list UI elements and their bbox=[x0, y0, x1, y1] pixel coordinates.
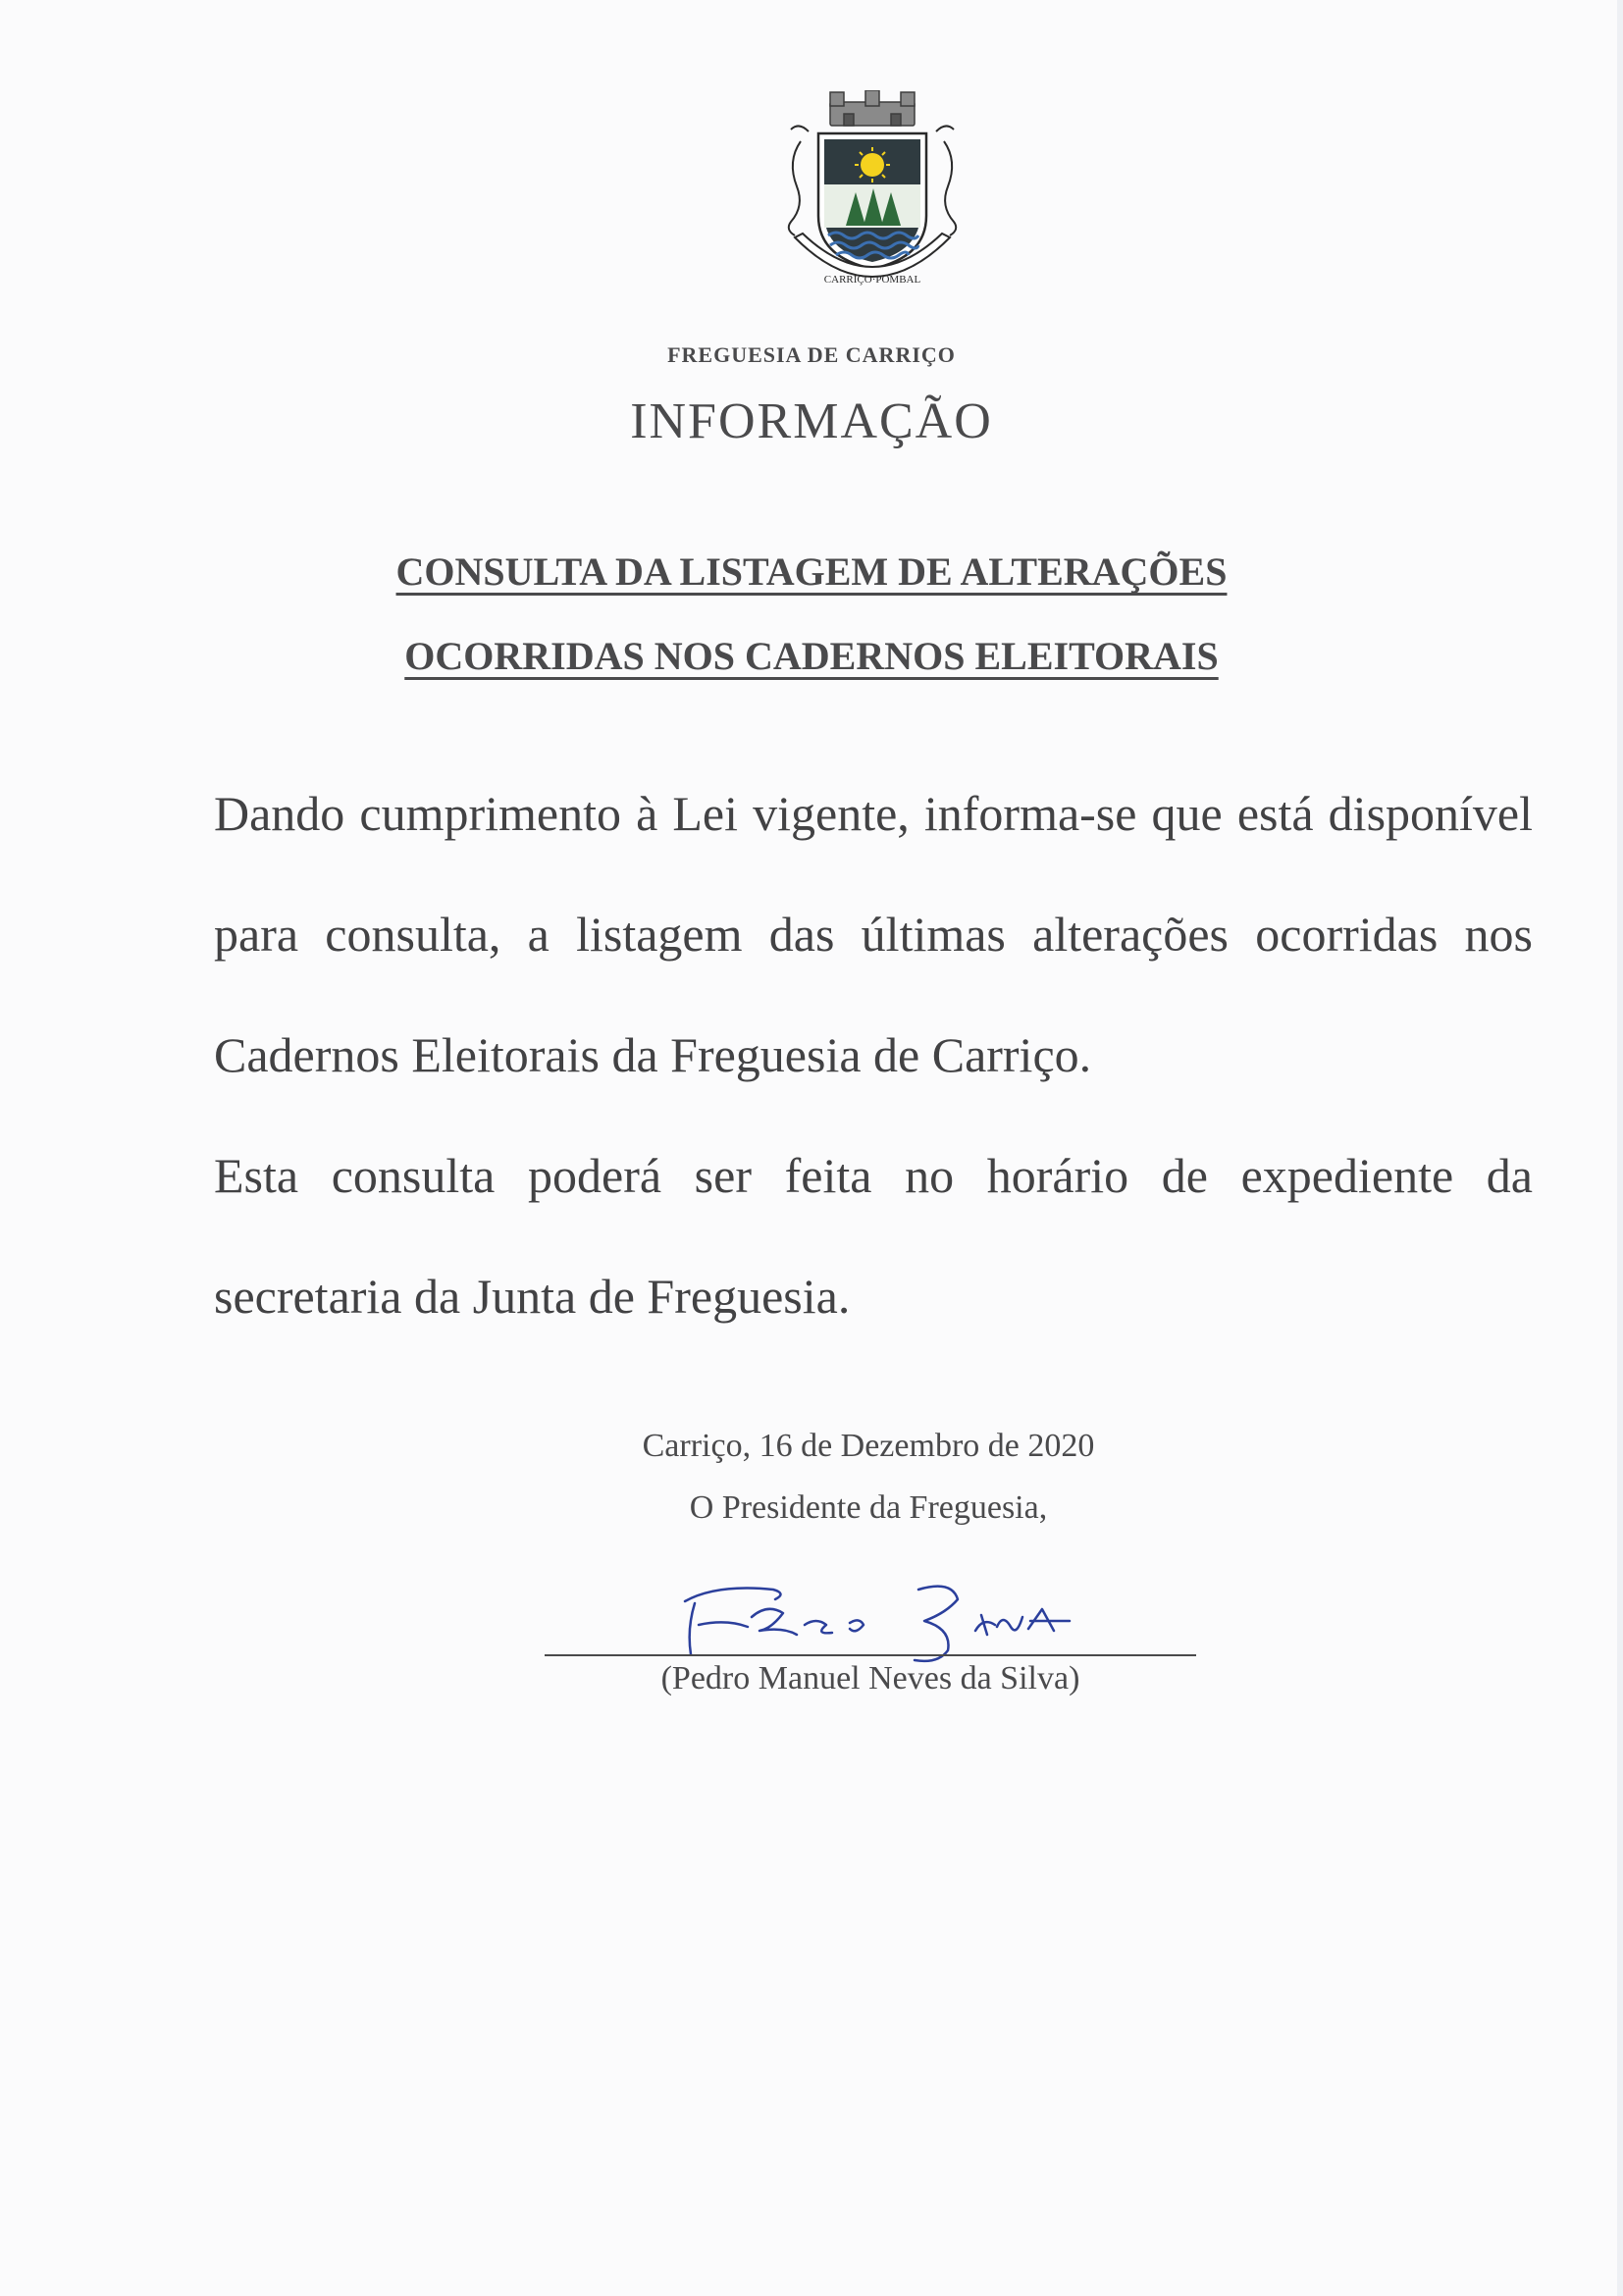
organization-name: FREGUESIA DE CARRIÇO bbox=[667, 342, 956, 367]
signer-role: O Presidente da Freguesia, bbox=[689, 1489, 1048, 1526]
signature-line bbox=[545, 1654, 1196, 1656]
body-paragraph-2: Esta consulta poderá ser feita no horário de expediente da secretaria da Junta de Freguesia. bbox=[214, 1148, 1533, 1324]
subject-line-1: CONSULTA DA LISTAGEM DE ALTERAÇÕES bbox=[395, 549, 1228, 594]
ribbon-text: CARRIÇO·POMBAL bbox=[823, 274, 921, 286]
subject-heading bbox=[0, 530, 1623, 699]
body-paragraph-1: Dando cumprimento à Lei vigente, informa-se que está disponível para consulta, a listagem das últimas alterações ocorridas nos Cadernos Eleitorais da Freguesia de Carriço. bbox=[214, 786, 1533, 1082]
body-text bbox=[214, 754, 1533, 1357]
document-title: INFORMAÇÃO bbox=[630, 393, 993, 449]
coat-of-arms-emblem bbox=[761, 90, 983, 296]
subject-line-2: OCORRIDAS NOS CADERNOS ELEITORAIS bbox=[404, 634, 1219, 678]
place-date: Carriço, 16 de Dezembro de 2020 bbox=[642, 1428, 1095, 1464]
signer-name: (Pedro Manuel Neves da Silva) bbox=[660, 1660, 1080, 1696]
coat-of-arms-icon bbox=[761, 90, 983, 296]
